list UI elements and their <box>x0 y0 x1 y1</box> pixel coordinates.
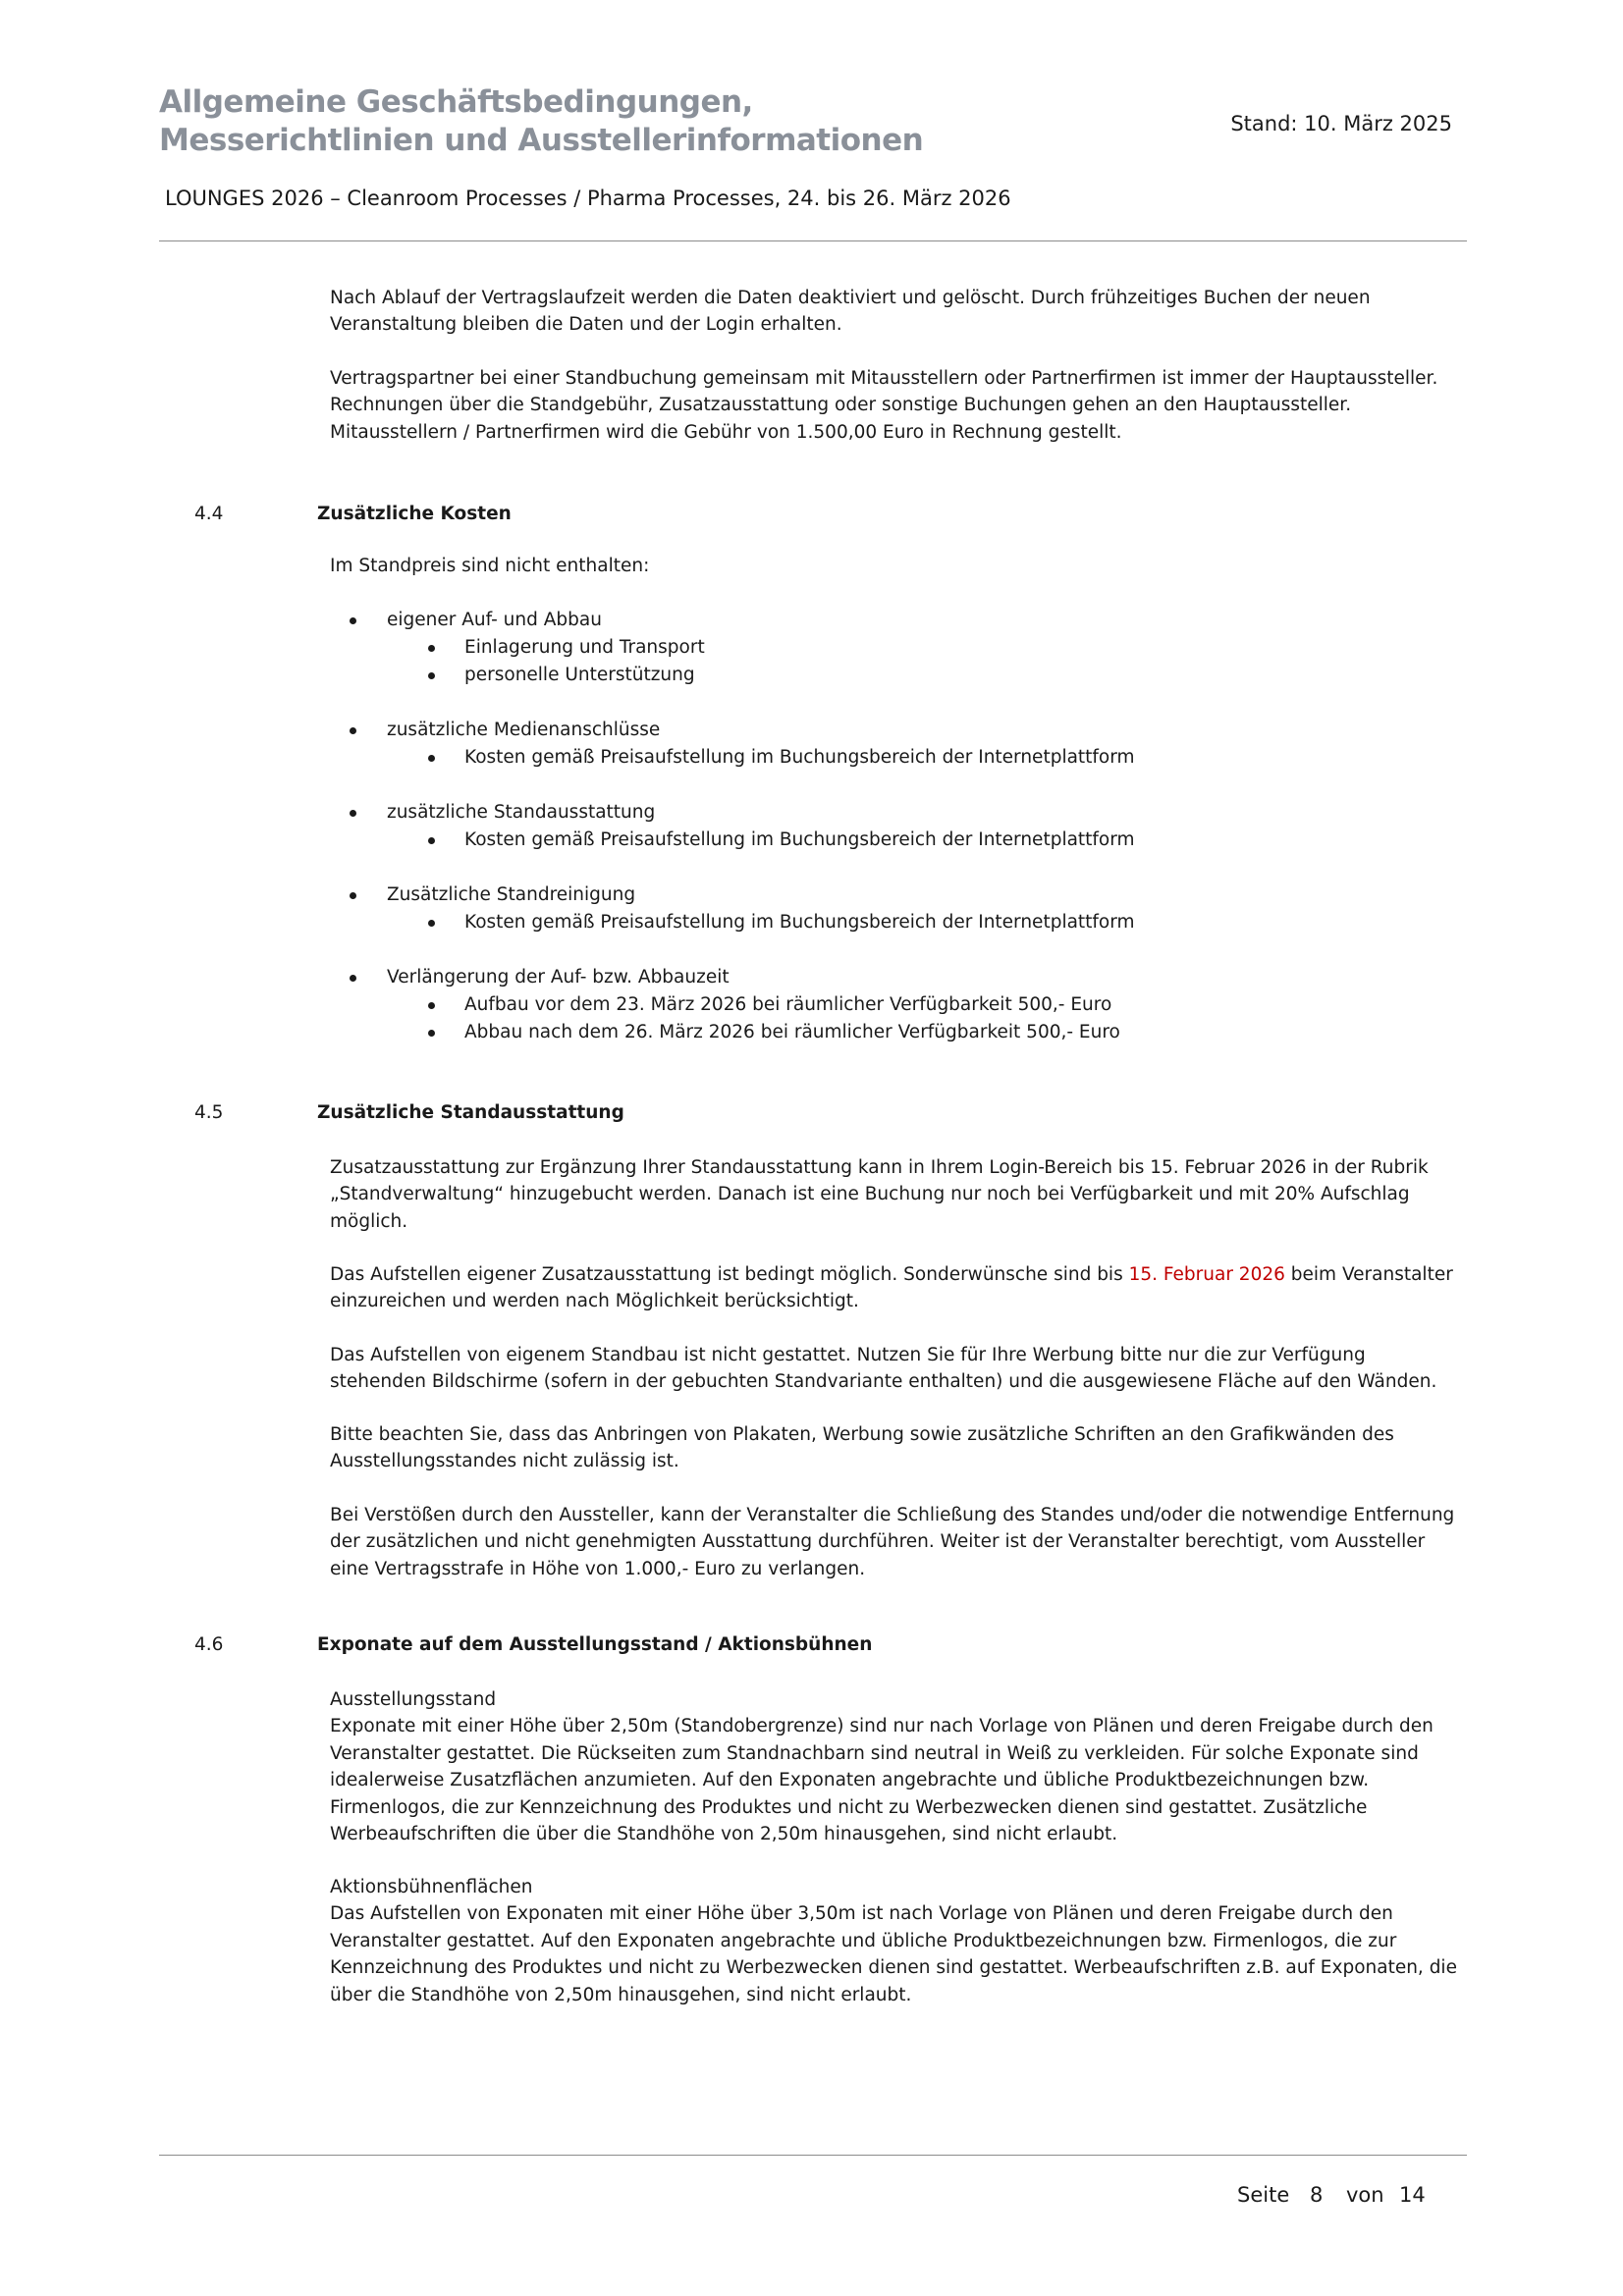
list-item <box>346 881 1426 936</box>
section-4-6-stand-block <box>330 1686 1459 1847</box>
header-divider <box>159 240 1467 241</box>
intro-paragraph-2: Vertragspartner bei einer Standbuchung gemeinsam mit Mitausstellern oder Partnerfirmen ist immer der Hauptaussteller. Rechnungen über die Standgebühr, Zusatzausstattung oder sonstige Buchungen gehen an den Hauptaussteller. Mitausstellern / Partnerfirmen wird die Gebühr von 1.500,00 Euro in Rechnung gestellt. <box>330 368 1438 443</box>
deadline-highlight: 15. Februar 2026 <box>1128 1264 1285 1285</box>
section-4-5-paragraph-2: Das Aufstellen eigener Zusatzausstattung ist bedingt möglich. Sonderwünsche sind bis 15. Februar 2026 beim Veranstalter einzureichen und werden nach Möglichkeit berücksichtigt. <box>330 1264 1453 1312</box>
list-item-label: Verlängerung der Auf- bzw. Abbauzeit <box>346 964 1426 991</box>
section-title-4-5: Zusätzliche Standausstattung <box>317 1102 624 1123</box>
subheading-aktionsbuehnen: Aktionsbühnenflächen <box>330 1877 533 1897</box>
section-4-5-paragraph-3: Das Aufstellen von eigenem Standbau ist nicht gestattet. Nutzen Sie für Ihre Werbung bitte nur die zur Verfügung stehenden Bildschirme (sofern in der gebuchten Standvariante enthalten) und die ausgewiesene Fläche auf den Wänden. <box>330 1345 1437 1393</box>
document-date: Stand: 10. März 2025 <box>1230 112 1452 135</box>
stand-text: Exponate mit einer Höhe über 2,50m (Standobergrenze) sind nur nach Vorlage von Plänen und deren Freigabe durch den Veranstalter gestattet. Die Rückseiten zum Standnachbarn sind neutral in Weiß zu verkleiden. Für solche Exponate sind idealerweise Zusatzflächen anzumieten. Auf den Exponaten angebrachte und übliche Produktbezeichnungen bzw. Firmenlogos, die zur Kennzeichnung des Produktes und nicht zu Werbezwecken dienen sind gestattet. Zusätzliche Werbeaufschriften die über die Standhöhe von 2,50m hinausgehen, sind nicht erlaubt. <box>330 1716 1434 1845</box>
list-item-label: zusätzliche Standausstattung <box>346 799 1426 827</box>
list-subitem: Aufbau vor dem 23. März 2026 bei räumlicher Verfügbarkeit 500,- Euro <box>346 991 1426 1019</box>
document-title <box>159 83 1043 160</box>
section-4-5-paragraph-5: Bei Verstößen durch den Aussteller, kann der Veranstalter die Schließung des Standes und/oder die notwendige Entfernung der zusätzlichen und nicht genehmigten Ausstattung durchführen. Weiter ist der Veranstalter berechtigt, vom Aussteller eine Vertragsstrafe in Höhe von 1.000,- Euro zu verlangen. <box>330 1505 1455 1579</box>
footer-divider <box>159 2155 1467 2156</box>
event-subtitle: LOUNGES 2026 – Cleanroom Processes / Pharma Processes, 24. bis 26. März 2026 <box>165 187 1011 210</box>
section-4-5-paragraph-1: Zusatzausstattung zur Ergänzung Ihrer Standausstattung kann in Ihrem Login-Bereich bis 15. Februar 2026 in der Rubrik „Standverwaltung“ hinzugebucht werden. Danach ist eine Buchung nur noch bei Verfügbarkeit und mit 20% Aufschlag möglich. <box>330 1157 1429 1232</box>
section-4-4-lead: Im Standpreis sind nicht enthalten: <box>330 556 650 576</box>
page-header <box>0 0 1623 245</box>
section-4-5-paragraph-4: Bitte beachten Sie, dass das Anbringen von Plakaten, Werbung sowie zusätzliche Schriften an den Grafikwänden des Ausstellungsstandes nicht zulässig ist. <box>330 1424 1394 1472</box>
list-item <box>346 799 1426 854</box>
list-item <box>346 717 1426 772</box>
list-subitem: Einlagerung und Transport <box>346 634 1426 662</box>
page-label: Seite <box>1237 2183 1290 2207</box>
intro-paragraph-1: Nach Ablauf der Vertragslaufzeit werden die Daten deaktiviert und gelöscht. Durch frühzeitiges Buchen der neuen Veranstaltung bleiben die Daten und der Login erhalten. <box>330 288 1371 336</box>
list-item <box>346 964 1426 1046</box>
section-title-4-6: Exponate auf dem Ausstellungsstand / Aktionsbühnen <box>317 1634 873 1655</box>
list-subitem: Kosten gemäß Preisaufstellung im Buchungsbereich der Internetplattform <box>346 827 1426 854</box>
list-item-label: eigener Auf- und Abbau <box>346 607 1426 634</box>
page-number: 8 <box>1310 2183 1324 2207</box>
list-item-label: Zusätzliche Standreinigung <box>346 881 1426 909</box>
list-subitem: personelle Unterstützung <box>346 662 1426 689</box>
page-of-label: von <box>1346 2183 1384 2207</box>
section-number-4-4: 4.4 <box>194 504 224 524</box>
subheading-ausstellungsstand: Ausstellungsstand <box>330 1689 497 1710</box>
list-item <box>346 607 1426 689</box>
list-subitem: Kosten gemäß Preisaufstellung im Buchungsbereich der Internetplattform <box>346 909 1426 936</box>
section-number-4-5: 4.5 <box>194 1102 224 1123</box>
stage-text: Das Aufstellen von Exponaten mit einer Höhe über 3,50m ist nach Vorlage von Plänen und deren Freigabe durch den Veranstalter gestattet. Auf den Exponaten angebrachte und übliche Produktbezeichnungen bzw. Firmenlogos, die zur Kennzeichnung des Produktes und nicht zu Werbezwecken dienen sind gestattet. Werbeaufschriften z.B. auf Exponaten, die über die Standhöhe von 2,50m hinausgehen, sind nicht erlaubt. <box>330 1903 1457 2005</box>
document-title-line-1: Allgemeine Geschäftsbedingungen, <box>159 84 753 120</box>
section-title-4-4: Zusätzliche Kosten <box>317 504 512 524</box>
document-title-line-2: Messerichtlinien und Ausstellerinformationen <box>159 123 924 158</box>
list-subitem: Abbau nach dem 26. März 2026 bei räumlicher Verfügbarkeit 500,- Euro <box>346 1019 1426 1046</box>
page-footer <box>1237 2183 1426 2207</box>
page-total: 14 <box>1399 2183 1426 2207</box>
section-4-6-stage-block <box>330 1874 1459 2008</box>
section-number-4-6: 4.6 <box>194 1634 224 1655</box>
additional-costs-list <box>346 607 1426 1074</box>
list-subitem: Kosten gemäß Preisaufstellung im Buchungsbereich der Internetplattform <box>346 744 1426 772</box>
list-item-label: zusätzliche Medienanschlüsse <box>346 717 1426 744</box>
